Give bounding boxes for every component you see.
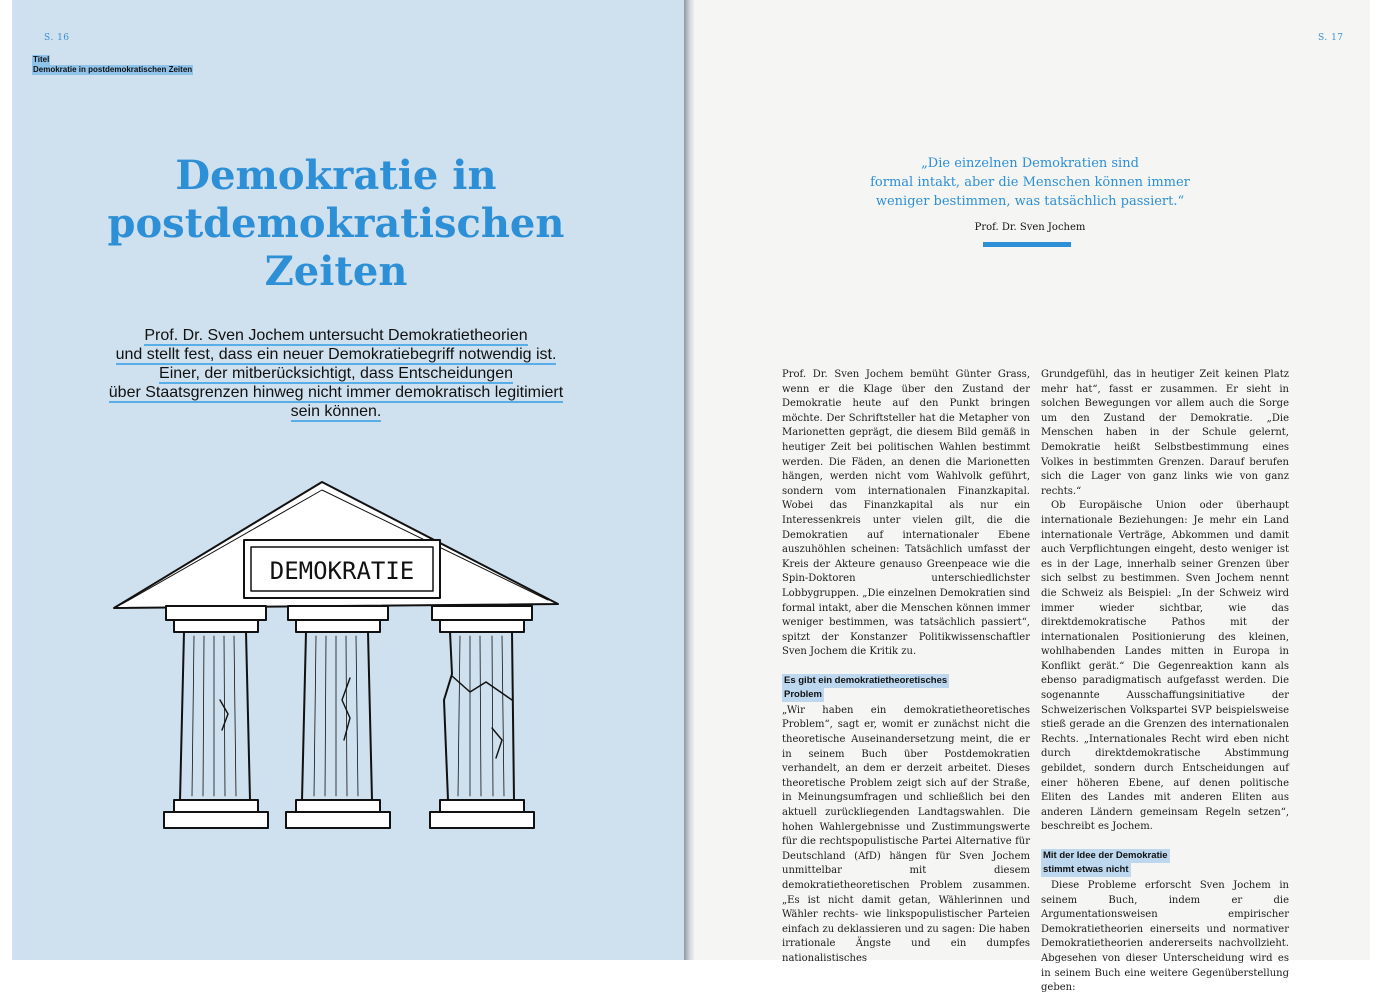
lead-line: und stellt fest, dass ein neuer Demokratiebegriff notwendig ist. [115,346,557,363]
quote-line: weniger bestimmen, was tatsächlich passiert.“ [875,194,1185,209]
text-column-right [1041,368,1289,996]
subheading-line: stimmt etwas nicht [1043,864,1129,875]
quote-accent-bar [983,242,1071,247]
subheading-line: Problem [784,688,823,700]
article-title [40,152,632,296]
rubric-label: Titel [33,55,50,64]
temple-illustration [100,478,570,868]
lead-line: Einer, der mitberücksichtigt, dass Entscheidungen [159,365,513,382]
pull-quote [820,154,1240,211]
quote-author: Prof. Dr. Sven Jochem [974,222,1086,233]
lead-line: sein können. [290,403,382,420]
paragraph: „Wir haben ein demokratietheoretisches Problem“, sagt er, womit er zunächst nicht die theoretische Auseinandersetzung meint, die er in seinem Buch über Postdemokratien verhandelt, an dem er derzeit arbeitet. Dieses theoretische Problem zeigt sich auf der Straße, in Meinungsumfragen und schließlich bei den aktuell zurückliegenden Landtagswahlen. Die hohen Wahlergebnisse und Zustimmungswerte für die rechtspopulistische Partei Alternative für Deutschland (AfD) hängen für Sven Jochem unmittelbar mit diesem demokratietheoretischen Problem zusammen. „Es ist nicht damit getan, Wählerinnen und Wähler rechts- wie linkspopulistischer Parteien einfach zu deklassieren und zu sagen: Die haben irrationale Ängste und ein dumpfes nationalistisches [782,704,1030,964]
title-line: Zeiten [264,248,408,295]
quote-line: „Die einzelnen Demokratien sind [921,156,1139,171]
paragraph: Prof. Dr. Sven Jochem bemüht Günter Grass, wenn er die Klage über den Zustand der Demokratie heute auf den Punkt bringen möchte. Der Schriftsteller hat die Metapher von Marionetten geprägt, die diesem Bild gemäß in heutiger Zeit bei politischen Wahlen bestimmt werden. Die Fäden, an denen die Marionetten hängen, werden nicht vom Wahlvolk geführt, sondern vom internationalen Finanzkapital. Wobei das Finanzkapital als nur ein Interessenkreis unter vielen gilt, die die Demokratien auf internationaler Ebene auszuhöhlen scheinen: Tatsächlich umfasst der Kreis der Akteure genauso Greenpeace wie die Spin-Doktoren unterschiedlichster Lobbygruppen. „Die einzelnen Demokratien sind formal intakt, aber die Menschen können immer weniger bestimmen, was tatsächlich passiert“, spitzt der Konstanzer Politikwissenschaftler Sven Jochem die Kritik zu. [782,369,1030,658]
rubric-section: Demokratie in postdemokratischen Zeiten [33,65,193,74]
lead-line: Prof. Dr. Sven Jochem untersucht Demokratietheorien [144,327,528,344]
paragraph: Ob Europäische Union oder überhaupt internationale Beziehungen: Je mehr ein Land internationale Verträge, Abkommen und damit auch Verpflichtungen eingeht, desto weniger ist es in der Lage, innerhalb seiner Grenzen über sich selbst zu bestimmen. Sven Jochem nennt die Schweiz als Beispiel: „In der Schweiz wird immer wieder sichtbar, wie das direktdemokratische Pathos mit der internationalen Positionierung des kleinen, wohlhabenden Landes mitten in Europa in Konflikt gerät.“ Die Gegenreaktion kann als ebenso paradigmatisch aufgefasst werden. Die sogenannte Ausschaffungsinitiative der Schweizerischen Volkspartei SVP beispielsweise stieß gerade an die Grenzen des internationalen Rechts. „Internationales Recht wird eben nicht durch direktdemokratische Abstimmung gebildet, sondern durch Entscheidungen auf einer höheren Ebene, auf denen politische Eliten des Landes mit anderen Eliten aus anderen Ländern gemeinsam Regeln setzen“, beschreibt es Jochem. [1041,500,1289,833]
subheading-line: Es gibt ein demokratietheoretisches [784,674,948,686]
paragraph: Grundgefühl, das in heutiger Zeit keinen Platz mehr hat“, fasst er zusammen. Er sieht in solchen Bewegungen vor allem auch die Sorge um den Zustand der Demokratie. „Die Menschen haben in der Schule gelernt, Demokratie heißt Selbstbestimmung eines Volkes in bestimmten Grenzen. Darauf berufen sich die Lager von ganz links wie von ganz rechts.“ [1041,369,1289,497]
temple-sign-text: DEMOKRATIE [269,557,415,585]
lead-line: über Staatsgrenzen hinweg nicht immer demokratisch legitimiert [108,384,564,401]
lead-text [30,326,642,421]
rubric [32,55,193,75]
paragraph: Diese Probleme erforscht Sven Jochem in seinem Buch, indem er die Argumentationsweisen empirischer Demokratietheorien einerseits und normativer Demokratietheorien andererseits nachvollzieht. Abgesehen von dieser Unterscheidung wird es in seinem Buch eine weitere Gegenüberstellung geben: [1041,880,1289,994]
spread-gutter [684,0,694,960]
subheading [782,674,1030,702]
text-column-left [782,368,1030,967]
subheading-line: Mit der Idee der Demokratie [1043,850,1168,861]
quote-line: formal intakt, aber die Menschen können immer [870,175,1190,190]
title-line: postdemokratischen [107,200,565,247]
page-number-left: S. 16 [44,33,70,43]
title-line: Demokratie in [175,152,497,199]
subheading [1041,849,1289,877]
page-number-right: S. 17 [1318,33,1344,43]
